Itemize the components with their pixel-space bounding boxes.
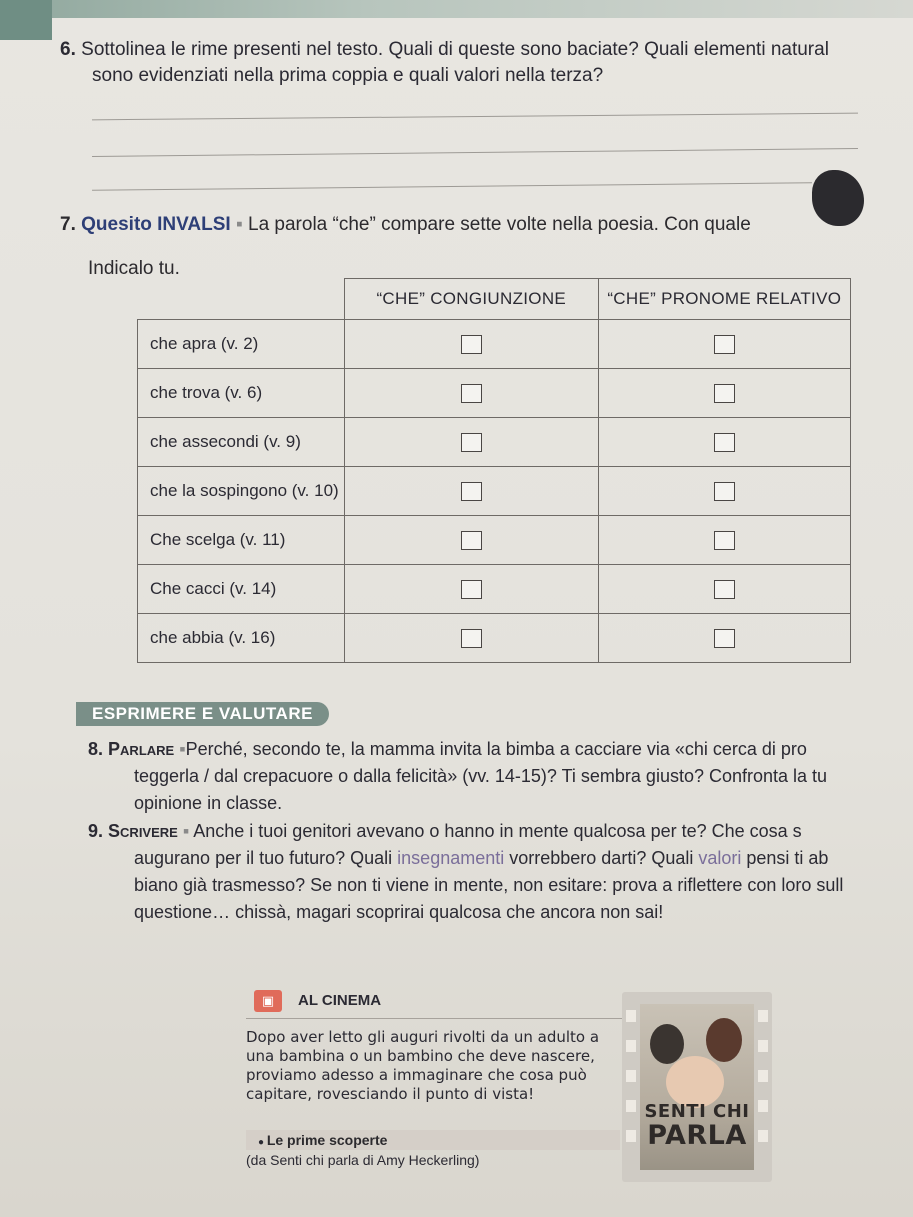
film-sprocket <box>626 1010 636 1022</box>
congiunzione-checkbox[interactable] <box>461 629 482 648</box>
film-sprocket <box>626 1130 636 1142</box>
table-header-row <box>138 279 851 320</box>
ink-blot <box>812 170 864 226</box>
divider <box>246 1018 626 1019</box>
film-sprocket <box>626 1070 636 1082</box>
pronome-checkbox[interactable] <box>714 384 735 403</box>
row-label: che apra (v. 2) <box>138 320 345 369</box>
che-classification-table <box>137 278 851 663</box>
pronome-checkbox[interactable] <box>714 629 735 648</box>
column-header-congiunzione: “CHE” CONGIUNZIONE <box>344 279 598 320</box>
pronome-checkbox[interactable] <box>714 531 735 550</box>
table-row <box>138 369 851 418</box>
film-icon: ▣ <box>254 990 282 1012</box>
answer-line[interactable] <box>92 148 858 157</box>
film-source: (da Senti chi parla di Amy Heckerling) <box>246 1152 480 1168</box>
question-9-text: pensi ti ab <box>741 848 829 868</box>
question-8-number: 8. <box>88 739 104 759</box>
film-sprocket <box>626 1100 636 1112</box>
question-8-text: Perché, secondo te, la mamma invita la bimba a cacciare via «chi cerca di pro <box>185 739 807 759</box>
pronome-checkbox[interactable] <box>714 433 735 452</box>
question-6-line-1 <box>60 38 829 62</box>
parlare-tag: Parlare <box>108 739 175 759</box>
poster-title-line-2: PARLA <box>647 1120 747 1151</box>
row-label: Che cacci (v. 14) <box>138 565 345 614</box>
question-6-text: Sottolinea le rime presenti nel testo. Quali di queste sono baciate? Quali elementi natural <box>81 39 829 60</box>
congiunzione-checkbox[interactable] <box>461 433 482 452</box>
congiunzione-checkbox[interactable] <box>461 482 482 501</box>
table-row <box>138 565 851 614</box>
question-9-line-2 <box>134 845 828 872</box>
question-7-line-1: 7. Quesito INVALSI ▪ La parola “che” compare sette volte nella poesia. Con quale <box>60 214 751 235</box>
question-9-line-1: 9. Scrivere ▪ Anche i tuoi genitori avevano o hanno in mente qualcosa per te? Che cosa s <box>88 821 802 841</box>
row-label: che trova (v. 6) <box>138 369 345 418</box>
highlight-insegnamenti: insegnamenti <box>397 848 505 868</box>
table-row <box>138 418 851 467</box>
answer-line[interactable] <box>92 113 858 121</box>
question-9-text: Anche i tuoi genitori avevano o hanno in mente qualcosa per te? Che cosa s <box>193 821 802 841</box>
film-sprocket <box>758 1040 768 1052</box>
table-row <box>138 516 851 565</box>
table-corner <box>138 279 345 320</box>
congiunzione-checkbox[interactable] <box>461 531 482 550</box>
film-sprocket <box>758 1010 768 1022</box>
al-cinema-heading: AL CINEMA <box>298 992 382 1009</box>
film-sprocket <box>626 1040 636 1052</box>
question-7-text: La parola “che” compare sette volte nella poesia. Con quale <box>248 214 751 235</box>
pronome-checkbox[interactable] <box>714 335 735 354</box>
film-sprocket <box>758 1130 768 1142</box>
section-title: ESPRIMERE E VALUTARE <box>76 702 329 726</box>
question-8-line-3: opinione in classe. <box>134 793 283 813</box>
poster-actress-head <box>706 1018 742 1062</box>
al-cinema-body: Dopo aver letto gli auguri rivolti da un adulto a una bambina o un bambino che deve nascere, proviamo adesso a immaginare che cosa può capitare, rovesciando il punto di vista! <box>246 1028 600 1103</box>
row-label: Che scelga (v. 11) <box>138 516 345 565</box>
top-color-band <box>0 0 913 18</box>
poster-title-line-1: SENTI CHI <box>644 1101 750 1122</box>
pronome-checkbox[interactable] <box>714 580 735 599</box>
top-left-color-block <box>0 0 52 40</box>
question-7-line-2: Indicalo tu. <box>88 258 180 279</box>
question-8-line-2: teggerla / dal crepacuore o dalla felicità» (vv. 14-15)? Ti sembra giusto? Confronta la tu <box>134 766 828 786</box>
film-sprocket <box>758 1100 768 1112</box>
row-label: che abbia (v. 16) <box>138 614 345 663</box>
question-7-number: 7. <box>60 214 76 235</box>
table-row <box>138 320 851 369</box>
question-9-line-4: questione… chissà, magari scoprirai qualcosa che ancora non sai! <box>134 902 664 922</box>
table-row <box>138 467 851 516</box>
question-8-line-1: 8. Parlare ▪Perché, secondo te, la mamma invita la bimba a cacciare via «chi cerca di pro <box>88 739 807 759</box>
answer-line[interactable] <box>92 182 812 191</box>
congiunzione-checkbox[interactable] <box>461 384 482 403</box>
scrivere-tag: Scrivere <box>108 821 178 841</box>
row-label: che la sospingono (v. 10) <box>138 467 345 516</box>
question-9-line-3: biano già trasmesso? Se non ti viene in mente, non esitare: prova a riflettere con loro sull <box>134 875 844 895</box>
question-6-line-2: sono evidenziati nella prima coppia e quali valori nella terza? <box>92 65 604 86</box>
invalsi-label: Quesito INVALSI <box>81 214 231 235</box>
question-6-number: 6. <box>60 39 76 60</box>
film-title: ● Le prime scoperte <box>246 1130 620 1150</box>
poster-title <box>640 1102 754 1150</box>
pronome-checkbox[interactable] <box>714 482 735 501</box>
question-9-number: 9. <box>88 821 104 841</box>
highlight-valori: valori <box>698 848 742 868</box>
poster-actor-head <box>650 1024 684 1064</box>
table-row <box>138 614 851 663</box>
column-header-pronome: “CHE” PRONOME RELATIVO <box>598 279 850 320</box>
question-9-text: augurano per il tuo futuro? Quali <box>134 848 398 868</box>
row-label: che assecondi (v. 9) <box>138 418 345 467</box>
congiunzione-checkbox[interactable] <box>461 580 482 599</box>
film-sprocket <box>758 1070 768 1082</box>
question-9-text: vorrebbero darti? Quali <box>504 848 699 868</box>
congiunzione-checkbox[interactable] <box>461 335 482 354</box>
